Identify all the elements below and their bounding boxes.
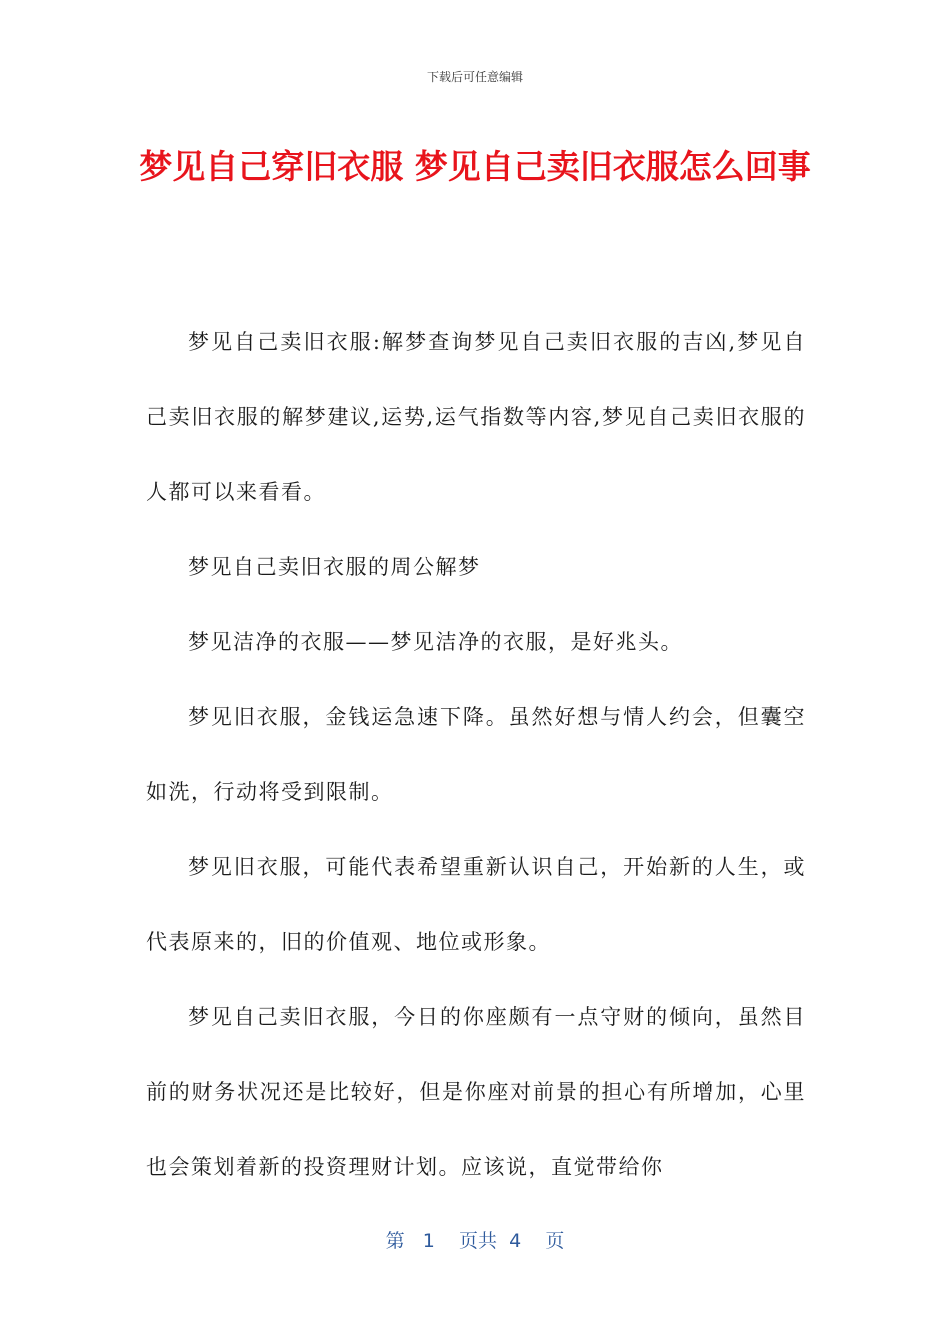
paragraph: 梦见自己卖旧衣服:解梦查询梦见自己卖旧衣服的吉凶,梦见自己卖旧衣服的解梦建议,运势,运气指数等内容,梦见自己卖旧衣服的人都可以来看看。 (146, 330, 806, 504)
paragraph: 梦见旧衣服，可能代表希望重新认识自己，开始新的人生，或代表原来的，旧的价值观、地位或形象。 (146, 855, 806, 954)
footer-middle: 页共 (459, 1230, 498, 1252)
footer-suffix: 页 (545, 1230, 565, 1252)
document-title: 梦见自己穿旧衣服 梦见自己卖旧衣服怎么回事 (139, 147, 811, 186)
paragraph: 梦见洁净的衣服——梦见洁净的衣服，是好兆头。 (188, 630, 683, 654)
page-footer (0, 1226, 950, 1253)
footer-total-pages: 4 (509, 1230, 522, 1252)
footer-current-page: 1 (422, 1230, 435, 1252)
paragraph: 梦见自己卖旧衣服的周公解梦 (188, 555, 481, 579)
paragraph: 梦见自己卖旧衣服，今日的你座颇有一点守财的倾向，虽然目前的财务状况还是比较好，但是你座对前景的担心有所增加，心里也会策划着新的投资理财计划。应该说，直觉带给你 (146, 1005, 806, 1179)
paragraph: 梦见旧衣服，金钱运急速下降。虽然好想与情人约会，但囊空如洗，行动将受到限制。 (146, 705, 806, 804)
document-body (146, 305, 806, 1205)
footer-prefix: 第 (385, 1230, 405, 1252)
header-note: 下载后可任意编辑 (426, 70, 523, 84)
